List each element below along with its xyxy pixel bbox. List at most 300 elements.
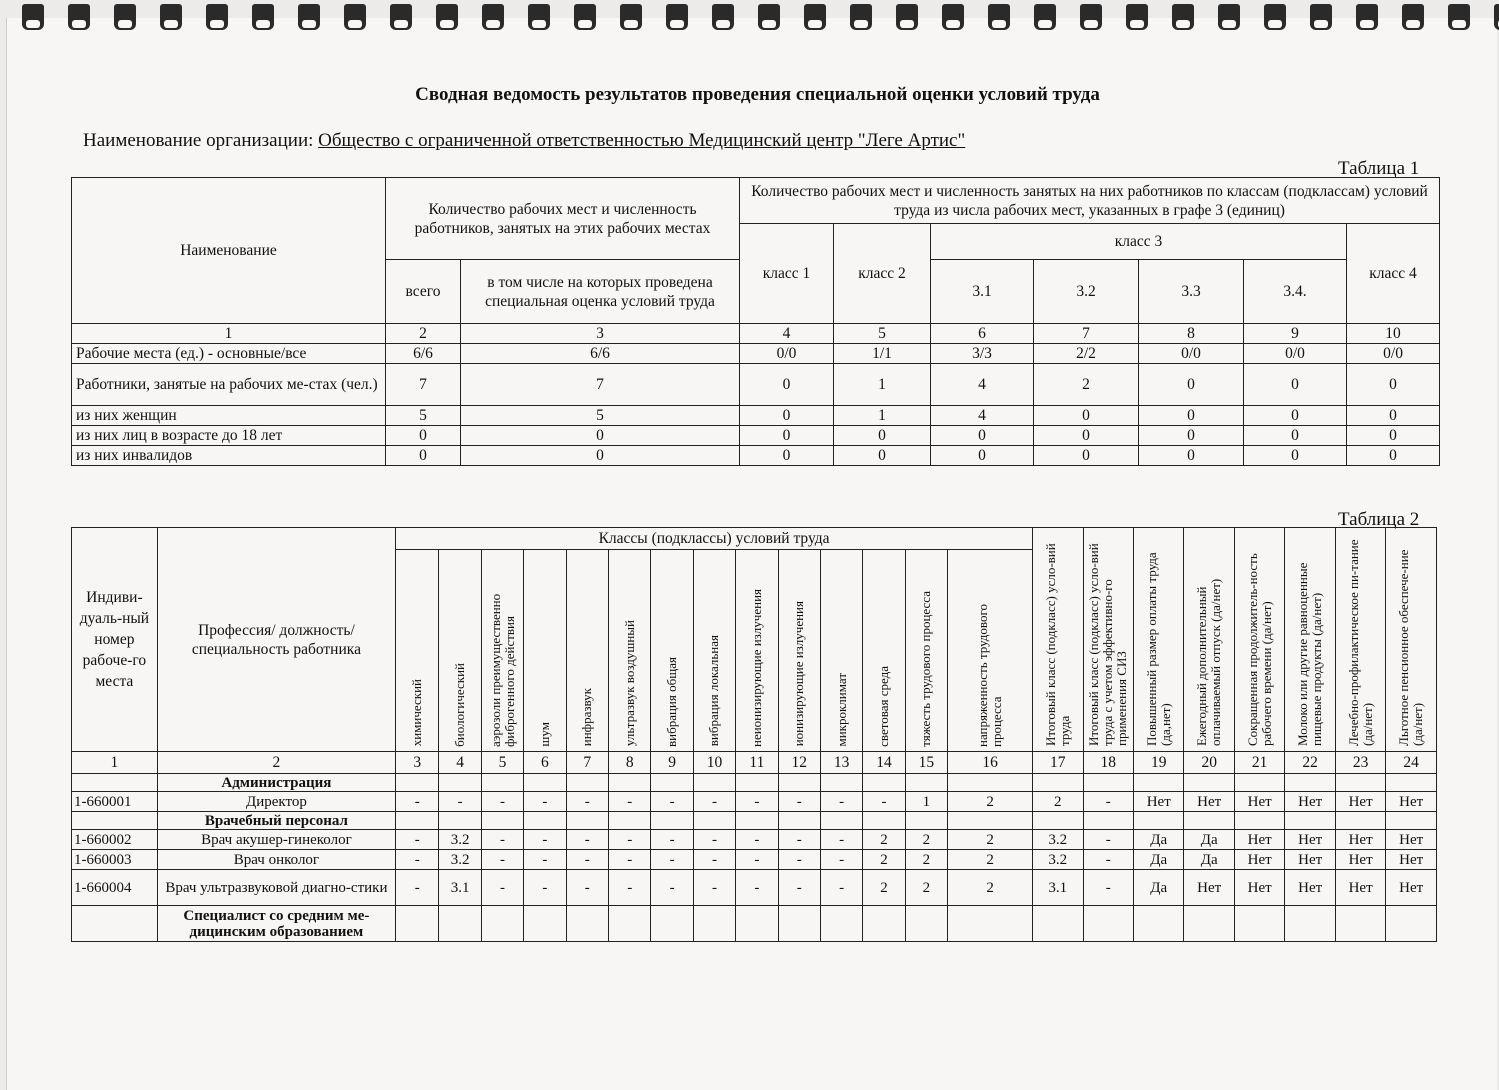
table-cell — [905, 774, 947, 792]
table-cell: 0 — [1347, 426, 1440, 446]
table-cell: - — [736, 792, 778, 812]
binding-ring — [896, 4, 918, 30]
section-row — [72, 774, 1437, 792]
vertical-header-text: тяжесть трудового процесса — [918, 590, 934, 747]
t2-header-extra — [1184, 528, 1234, 752]
row-label: Работники, занятые на рабочих ме-стах (чел.) — [72, 364, 386, 406]
binding-ring — [114, 4, 136, 30]
summary-table — [71, 177, 1440, 466]
table-cell: - — [778, 830, 820, 850]
table-cell — [481, 812, 523, 830]
table-cell — [1184, 906, 1234, 942]
t1-header-sub-3-4: 3.4. — [1244, 260, 1347, 324]
t2-column-number: 24 — [1386, 752, 1437, 774]
table-cell: - — [609, 870, 651, 906]
workplace-id: 1-660001 — [72, 792, 158, 812]
spiral-binding — [0, 0, 1499, 36]
table-cell: 0 — [834, 426, 931, 446]
table-cell: - — [396, 792, 439, 812]
table-cell: 0 — [1139, 406, 1244, 426]
t2-header-classes: Классы (подклассы) условий труда — [396, 528, 1033, 550]
table-cell: - — [736, 850, 778, 870]
table-cell — [524, 906, 566, 942]
table-cell: 0/0 — [740, 344, 834, 364]
table-cell — [609, 906, 651, 942]
t1-column-number: 8 — [1139, 324, 1244, 344]
vertical-header-text: неионизирующие излучения — [748, 588, 764, 747]
table-cell — [1134, 906, 1184, 942]
table-cell — [609, 812, 651, 830]
table-cell — [396, 774, 439, 792]
table-cell: 0 — [1034, 406, 1139, 426]
table-cell: 0 — [1244, 426, 1347, 446]
table-cell — [566, 812, 608, 830]
table-cell: - — [396, 830, 439, 850]
vertical-header-text: Итоговый класс (подкласс) усло-вий труда с учетом эффективно-го применения СИЗ — [1086, 542, 1130, 746]
table-cell: - — [481, 830, 523, 850]
t1-number-row — [72, 324, 1440, 344]
table-cell: 4 — [931, 406, 1034, 426]
table-cell: 1/1 — [834, 344, 931, 364]
table-cell: - — [566, 830, 608, 850]
profession-name: Врач онколог — [157, 850, 395, 870]
profession-name: Директор — [157, 792, 395, 812]
table-cell: 3.1 — [439, 870, 481, 906]
binding-ring — [1034, 4, 1056, 30]
table-cell: - — [651, 850, 693, 870]
table-cell: - — [693, 850, 735, 870]
binding-ring — [758, 4, 780, 30]
t1-column-number: 2 — [386, 324, 461, 344]
table-cell: 0 — [1347, 406, 1440, 426]
table-cell — [948, 906, 1033, 942]
table-cell — [651, 774, 693, 792]
table-cell: - — [566, 792, 608, 812]
section-title: Специалист со средним ме-дицинским образованием — [157, 906, 395, 942]
t2-column-number: 17 — [1033, 752, 1083, 774]
table-cell: - — [651, 830, 693, 850]
t2-column-number: 1 — [72, 752, 158, 774]
table-cell — [1386, 906, 1437, 942]
table-cell — [820, 812, 862, 830]
table-cell — [1083, 812, 1133, 830]
table-cell — [693, 812, 735, 830]
table-cell: 3.2 — [439, 830, 481, 850]
vertical-header-text: вибрация локальная — [706, 635, 722, 747]
t2-column-number: 23 — [1335, 752, 1385, 774]
table-cell: 2 — [1033, 792, 1083, 812]
table-cell — [566, 774, 608, 792]
table-cell: - — [693, 830, 735, 850]
t2-header-factor — [566, 550, 608, 752]
t1-header-count: Количество рабочих мест и численность работников, занятых на этих рабочих местах — [386, 178, 740, 260]
table-cell — [524, 812, 566, 830]
binding-ring — [252, 4, 274, 30]
binding-ring — [666, 4, 688, 30]
binding-ring — [1080, 4, 1102, 30]
binding-ring — [712, 4, 734, 30]
table-row — [72, 364, 1440, 406]
table-cell: 0 — [1347, 446, 1440, 466]
t1-header-total: всего — [386, 260, 461, 324]
vertical-header-text: аэрозоли преимущественно фиброгенного действия — [487, 593, 517, 747]
t2-column-number: 4 — [439, 752, 481, 774]
table-cell: - — [693, 870, 735, 906]
table-cell — [778, 774, 820, 792]
table-cell: Нет — [1335, 830, 1385, 850]
table-cell: - — [1083, 792, 1133, 812]
t2-header-id: Индиви-дуаль-ный номер рабоче-го места — [72, 528, 158, 752]
section-title: Врачебный персонал — [157, 812, 395, 830]
workplace-id: 1-660002 — [72, 830, 158, 850]
t1-header-class2: класс 2 — [834, 224, 931, 324]
table-cell: 2/2 — [1034, 344, 1139, 364]
table-cell: 2 — [863, 850, 905, 870]
table-cell — [609, 774, 651, 792]
table-cell — [1386, 774, 1437, 792]
table-cell: Нет — [1335, 850, 1385, 870]
table-cell — [439, 812, 481, 830]
table-cell: - — [524, 850, 566, 870]
table-cell: - — [820, 850, 862, 870]
table-cell: - — [1083, 850, 1133, 870]
t1-column-number: 6 — [931, 324, 1034, 344]
t2-header-factor — [905, 550, 947, 752]
table-cell — [524, 774, 566, 792]
table-cell — [905, 812, 947, 830]
table-cell: 0 — [1244, 406, 1347, 426]
table-cell: - — [481, 870, 523, 906]
table-cell — [1134, 812, 1184, 830]
binding-ring — [436, 4, 458, 30]
table-cell — [1033, 812, 1083, 830]
table-cell: - — [863, 792, 905, 812]
table-cell — [1184, 812, 1234, 830]
table-cell: 0/0 — [1139, 344, 1244, 364]
table-cell: Да — [1134, 870, 1184, 906]
t2-header-factor — [948, 550, 1033, 752]
binding-ring — [850, 4, 872, 30]
table-cell: Нет — [1184, 870, 1234, 906]
table-cell: 0 — [1244, 364, 1347, 406]
t2-header-extra — [1335, 528, 1385, 752]
table-cell: Нет — [1234, 792, 1284, 812]
t2-header-factor — [736, 550, 778, 752]
binding-ring — [1264, 4, 1286, 30]
t2-header-factor — [481, 550, 523, 752]
table-cell: Нет — [1386, 830, 1437, 850]
binding-ring — [804, 4, 826, 30]
table-cell: 1 — [834, 406, 931, 426]
t1-column-number: 10 — [1347, 324, 1440, 344]
organization-label: Наименование организации: — [83, 130, 314, 151]
binding-ring — [1310, 4, 1332, 30]
table-cell: 0/0 — [1347, 344, 1440, 364]
table-cell — [1134, 774, 1184, 792]
table-cell: 4 — [931, 364, 1034, 406]
vertical-header-text: Лечебно-профилактическое пи-тание (да/нет) — [1345, 538, 1375, 746]
table-cell: Да — [1134, 830, 1184, 850]
t2-header-extra — [1134, 528, 1184, 752]
vertical-header-text: инфразвук — [579, 688, 595, 747]
table-cell: 1 — [834, 364, 931, 406]
table-cell: Нет — [1134, 792, 1184, 812]
t2-column-number: 2 — [157, 752, 395, 774]
table-row — [72, 792, 1437, 812]
table-cell: - — [1083, 830, 1133, 850]
vertical-header-text: вибрация общая — [664, 656, 680, 747]
vertical-header-text: Льготное пенсионное обеспече-ние (да/нет) — [1396, 549, 1426, 746]
table-cell: Нет — [1285, 792, 1335, 812]
table-cell: Да — [1184, 830, 1234, 850]
table-cell — [439, 774, 481, 792]
table-cell: 2 — [948, 870, 1033, 906]
table-cell — [1234, 812, 1284, 830]
binding-ring — [1402, 4, 1424, 30]
t2-column-number: 19 — [1134, 752, 1184, 774]
t2-header-extra — [1386, 528, 1437, 752]
workplace-id: 1-660004 — [72, 870, 158, 906]
t1-header-done: в том числе на которых проведена специальная оценка условий труда — [461, 260, 740, 324]
table-cell: 0 — [1347, 364, 1440, 406]
table-cell: - — [651, 792, 693, 812]
table-cell: - — [566, 870, 608, 906]
table-cell — [1083, 906, 1133, 942]
t1-column-number: 1 — [72, 324, 386, 344]
table-cell: 7 — [386, 364, 461, 406]
t2-header-extra — [1285, 528, 1335, 752]
t2-column-number: 20 — [1184, 752, 1234, 774]
table-cell: Да — [1134, 850, 1184, 870]
section-row — [72, 812, 1437, 830]
table-cell: 3.1 — [1033, 870, 1083, 906]
table-cell — [736, 774, 778, 792]
table-cell: - — [1083, 870, 1133, 906]
table-cell: 5 — [386, 406, 461, 426]
table-row — [72, 830, 1437, 850]
binding-ring — [206, 4, 228, 30]
table-cell: 0 — [1244, 446, 1347, 466]
row-label: из них инвалидов — [72, 446, 386, 466]
binding-ring — [1356, 4, 1378, 30]
document-title: Сводная ведомость результатов проведения специальной оценки условий труда — [415, 84, 1100, 105]
table-row — [72, 344, 1440, 364]
binding-ring — [298, 4, 320, 30]
table2-label: Таблица 2 — [1338, 509, 1420, 530]
t2-header-factor — [651, 550, 693, 752]
table-cell — [948, 774, 1033, 792]
table-cell — [1335, 812, 1385, 830]
binding-ring — [1126, 4, 1148, 30]
table-cell: - — [820, 870, 862, 906]
profession-name: Врач ультразвуковой диагно-стики — [157, 870, 395, 906]
table-cell: - — [609, 830, 651, 850]
section-row — [72, 906, 1437, 942]
table-cell: 2 — [948, 792, 1033, 812]
table-cell: - — [396, 870, 439, 906]
t1-header-class4: класс 4 — [1347, 224, 1440, 324]
table-cell: 3/3 — [931, 344, 1034, 364]
table-cell: 2 — [863, 870, 905, 906]
binding-ring — [1172, 4, 1194, 30]
t2-column-number: 3 — [396, 752, 439, 774]
t1-column-number: 3 — [461, 324, 740, 344]
binding-ring — [390, 4, 412, 30]
table-cell: 0 — [386, 426, 461, 446]
table-cell: - — [481, 850, 523, 870]
table-cell: 3.2 — [439, 850, 481, 870]
t1-column-number: 7 — [1034, 324, 1139, 344]
table-cell: 0 — [1139, 364, 1244, 406]
t2-column-number: 16 — [948, 752, 1033, 774]
table-cell: 0 — [461, 446, 740, 466]
t1-column-number: 4 — [740, 324, 834, 344]
row-label: Рабочие места (ед.) - основные/все — [72, 344, 386, 364]
table-cell: Нет — [1285, 850, 1335, 870]
table-cell — [1033, 774, 1083, 792]
table-cell: - — [820, 792, 862, 812]
table-cell: 2 — [905, 870, 947, 906]
table-cell: - — [778, 870, 820, 906]
t2-column-number: 13 — [820, 752, 862, 774]
table-cell: - — [396, 850, 439, 870]
vertical-header-text: световая среда — [876, 665, 892, 747]
table-cell: 3.2 — [1033, 850, 1083, 870]
vertical-header-text: микроклимат — [833, 672, 849, 747]
table-cell — [948, 812, 1033, 830]
t2-header-factor — [778, 550, 820, 752]
table-cell: - — [566, 850, 608, 870]
table-cell — [396, 906, 439, 942]
vertical-header-text: Молоко или другие равноценные пищевые продукты (да/нет) — [1295, 562, 1325, 746]
t2-column-number: 5 — [481, 752, 523, 774]
table-row — [72, 850, 1437, 870]
vertical-header-text: шум — [536, 721, 552, 747]
table-row — [72, 870, 1437, 906]
table-cell: 6/6 — [386, 344, 461, 364]
table-cell — [863, 812, 905, 830]
section-title: Администрация — [157, 774, 395, 792]
table-cell — [1234, 774, 1284, 792]
table-cell: - — [524, 830, 566, 850]
t2-column-number: 18 — [1083, 752, 1133, 774]
table-cell: - — [693, 792, 735, 812]
t2-column-number: 7 — [566, 752, 608, 774]
t2-column-number: 21 — [1234, 752, 1284, 774]
workplace-table — [71, 527, 1437, 942]
table-cell: 0 — [740, 406, 834, 426]
table1-label: Таблица 1 — [1338, 158, 1420, 179]
table-cell — [1285, 906, 1335, 942]
table-cell: Нет — [1184, 792, 1234, 812]
table-cell: Нет — [1335, 792, 1385, 812]
table-cell: 0 — [740, 426, 834, 446]
binding-ring — [22, 4, 44, 30]
table-cell — [820, 774, 862, 792]
table-cell: Нет — [1285, 830, 1335, 850]
table-cell — [736, 812, 778, 830]
t2-header-profession: Профессия/ должность/ специальность работника — [157, 528, 395, 752]
table-cell: - — [651, 870, 693, 906]
binding-ring — [988, 4, 1010, 30]
table-cell: Нет — [1335, 870, 1385, 906]
table-cell: 0 — [740, 364, 834, 406]
table-cell: 2 — [863, 830, 905, 850]
table-cell — [1083, 774, 1133, 792]
table-cell — [1386, 812, 1437, 830]
table-cell: - — [609, 850, 651, 870]
table-cell: - — [481, 792, 523, 812]
t2-header-factor — [439, 550, 481, 752]
table-cell — [396, 812, 439, 830]
table-cell: Нет — [1386, 870, 1437, 906]
t1-header-class1: класс 1 — [740, 224, 834, 324]
table-cell: 0 — [931, 426, 1034, 446]
table-cell: Нет — [1234, 830, 1284, 850]
table-cell: 0 — [1139, 446, 1244, 466]
table-cell: 6/6 — [461, 344, 740, 364]
vertical-header-text: ультразвук воздушный — [621, 620, 637, 747]
table-cell: 2 — [948, 850, 1033, 870]
table-cell: - — [736, 870, 778, 906]
table-cell: 3.2 — [1033, 830, 1083, 850]
table-cell: - — [524, 792, 566, 812]
binding-ring — [68, 4, 90, 30]
table-cell — [863, 906, 905, 942]
vertical-header-text: Сокращенная продолжитель-ность рабочего времени (да/нет) — [1244, 552, 1274, 746]
table-cell: 0 — [1034, 446, 1139, 466]
binding-ring — [1448, 4, 1470, 30]
vertical-header-text: химический — [409, 679, 425, 747]
organization-line — [83, 130, 965, 152]
table-row — [72, 406, 1440, 426]
table-cell: 1 — [905, 792, 947, 812]
table-cell — [905, 906, 947, 942]
table-cell — [1285, 774, 1335, 792]
table-cell — [439, 906, 481, 942]
table-cell — [72, 906, 158, 942]
binding-ring — [1494, 4, 1499, 30]
table-row — [72, 426, 1440, 446]
table-cell: 0 — [386, 446, 461, 466]
table-cell — [481, 906, 523, 942]
table-cell: - — [778, 850, 820, 870]
vertical-header-text: напряженность трудового процесса — [975, 603, 1005, 747]
table-cell: 0 — [834, 446, 931, 466]
table-cell: Нет — [1285, 870, 1335, 906]
t1-header-sub-3-2: 3.2 — [1034, 260, 1139, 324]
t2-header-extra — [1234, 528, 1284, 752]
table-cell: Нет — [1234, 850, 1284, 870]
table-cell: - — [778, 792, 820, 812]
binding-ring — [528, 4, 550, 30]
table-cell — [651, 812, 693, 830]
table-cell: - — [736, 830, 778, 850]
t2-column-number: 8 — [609, 752, 651, 774]
table-cell: 2 — [948, 830, 1033, 850]
t2-header-extra — [1083, 528, 1133, 752]
table-cell: - — [820, 830, 862, 850]
table-cell — [736, 906, 778, 942]
table-cell: Нет — [1386, 792, 1437, 812]
table-cell: 2 — [1034, 364, 1139, 406]
t1-header-sub-3-3: 3.3 — [1139, 260, 1244, 324]
row-label: из них женщин — [72, 406, 386, 426]
table-cell: 0 — [461, 426, 740, 446]
table-cell: - — [524, 870, 566, 906]
organization-name: Общество с ограниченной ответственностью Медицинский центр "Леге Артис" — [318, 130, 966, 151]
t2-header-factor — [396, 550, 439, 752]
